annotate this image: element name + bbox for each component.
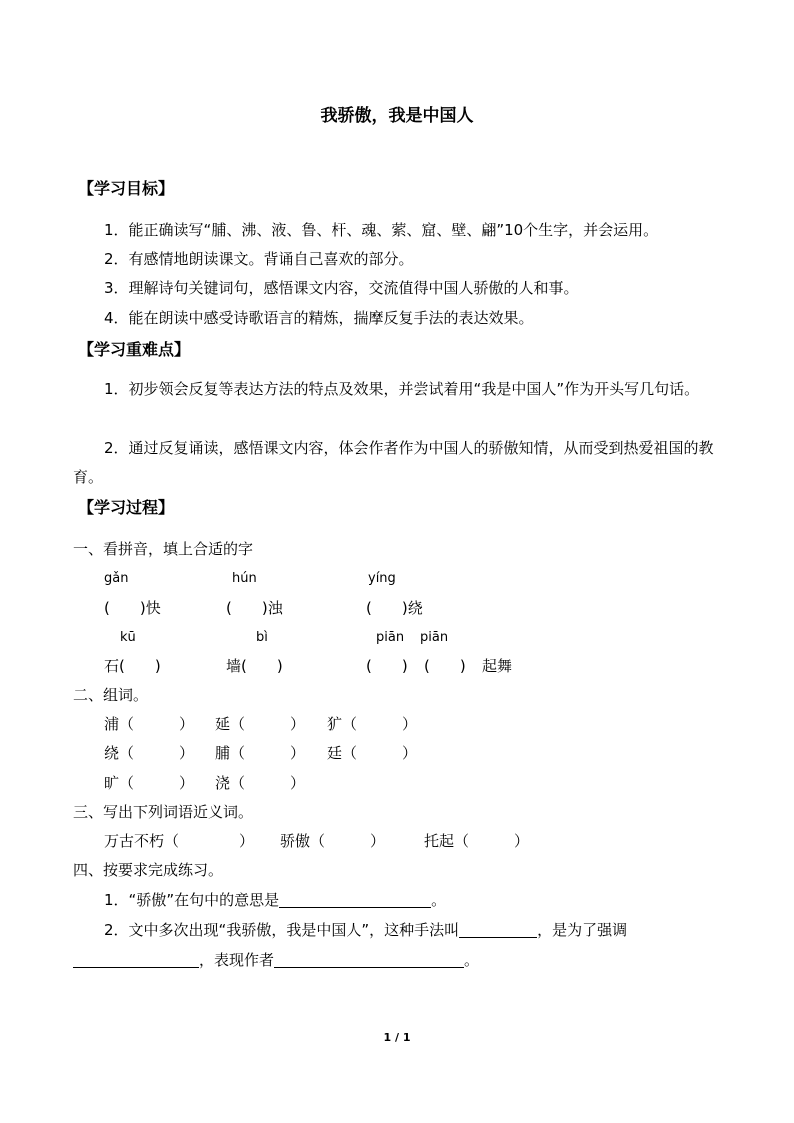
pinyin-label: yíng xyxy=(368,571,396,586)
page-title: 我骄傲，我是中国人 xyxy=(320,106,474,126)
objective-item: 2．有感情地朗读课文。背诵自己喜欢的部分。 xyxy=(104,250,414,268)
question-text: 。 xyxy=(431,891,447,909)
pinyin-label: kū xyxy=(120,630,136,645)
synonym-item[interactable]: 万古不朽（ ） xyxy=(104,832,255,850)
exercise-4-question-1 xyxy=(104,890,446,910)
key-point-item: 2．通过反复诵读，感悟课文内容，体会作者作为中国人的骄傲知情，从而受到热爱祖国的教育。 xyxy=(73,439,714,486)
exercise-4-heading: 四、按要求完成练习。 xyxy=(73,861,224,879)
fill-blank-word[interactable]: ( )绕 xyxy=(366,599,423,617)
fill-blank-word[interactable]: 石( ) xyxy=(104,657,161,675)
pinyin-label: bì xyxy=(256,630,268,645)
pinyin-label: piān xyxy=(420,630,449,645)
section-heading-process: 【学习过程】 xyxy=(78,498,175,517)
word-suffix: 起舞 xyxy=(482,657,513,675)
word-group-item[interactable]: 廷（ ） xyxy=(327,744,418,762)
exercise-4-question-2 xyxy=(104,920,627,940)
word-group-item[interactable]: 脯（ ） xyxy=(215,744,306,762)
key-point-item: 1．初步领会反复等表达方法的特点及效果，并尝试着用“我是中国人”作为开头写几句话。 xyxy=(104,380,700,398)
fill-blank-word[interactable]: ( ) xyxy=(366,657,408,675)
section-heading-key-points: 【学习重难点】 xyxy=(78,340,191,359)
pinyin-label: gǎn xyxy=(104,571,129,586)
objective-item: 3．理解诗句关键词句，感悟课文内容，交流值得中国人骄傲的人和事。 xyxy=(104,279,579,297)
exercise-2-heading: 二、组词。 xyxy=(73,686,149,704)
word-group-item[interactable]: 延（ ） xyxy=(215,715,306,733)
answer-blank[interactable] xyxy=(279,891,431,908)
question-text: 1．“骄傲”在句中的意思是 xyxy=(104,891,280,909)
objective-item: 1．能正确读写“脯、沸、液、鲁、杆、魂、萦、窟、壁、翩”10个生字，并会运用。 xyxy=(104,221,659,239)
answer-blank[interactable] xyxy=(459,921,537,938)
page-number: 1 / 1 xyxy=(383,1031,411,1044)
word-group-item[interactable]: 绕（ ） xyxy=(104,744,195,762)
exercise-4-question-2-cont xyxy=(73,950,479,970)
word-group-item[interactable]: 旷（ ） xyxy=(104,774,195,792)
question-text: 。 xyxy=(464,951,480,969)
fill-blank-word[interactable]: ( ) xyxy=(424,657,466,675)
synonym-item[interactable]: 骄傲（ ） xyxy=(280,832,386,850)
answer-blank[interactable] xyxy=(274,951,464,968)
question-text: ，是为了强调 xyxy=(537,921,628,939)
pinyin-label: hún xyxy=(232,571,257,586)
word-group-item[interactable]: 浇（ ） xyxy=(215,774,306,792)
fill-blank-word[interactable]: 墙( ) xyxy=(226,657,283,675)
pinyin-label: piān xyxy=(376,630,405,645)
section-heading-objectives: 【学习目标】 xyxy=(78,179,175,198)
word-group-item[interactable]: 犷（ ） xyxy=(327,715,418,733)
fill-blank-word[interactable]: ( )浊 xyxy=(226,599,283,617)
synonym-item[interactable]: 托起（ ） xyxy=(424,832,530,850)
exercise-1-heading: 一、看拼音，填上合适的字 xyxy=(73,540,254,558)
word-group-item[interactable]: 浦（ ） xyxy=(104,715,195,733)
answer-blank[interactable] xyxy=(73,951,199,968)
question-text: ，表现作者 xyxy=(199,951,275,969)
objective-item: 4．能在朗读中感受诗歌语言的精炼，揣摩反复手法的表达效果。 xyxy=(104,309,534,327)
exercise-3-heading: 三、写出下列词语近义词。 xyxy=(73,803,254,821)
fill-blank-word[interactable]: ( )快 xyxy=(104,599,161,617)
question-text: 2．文中多次出现“我骄傲，我是中国人”，这种手法叫 xyxy=(104,921,460,939)
